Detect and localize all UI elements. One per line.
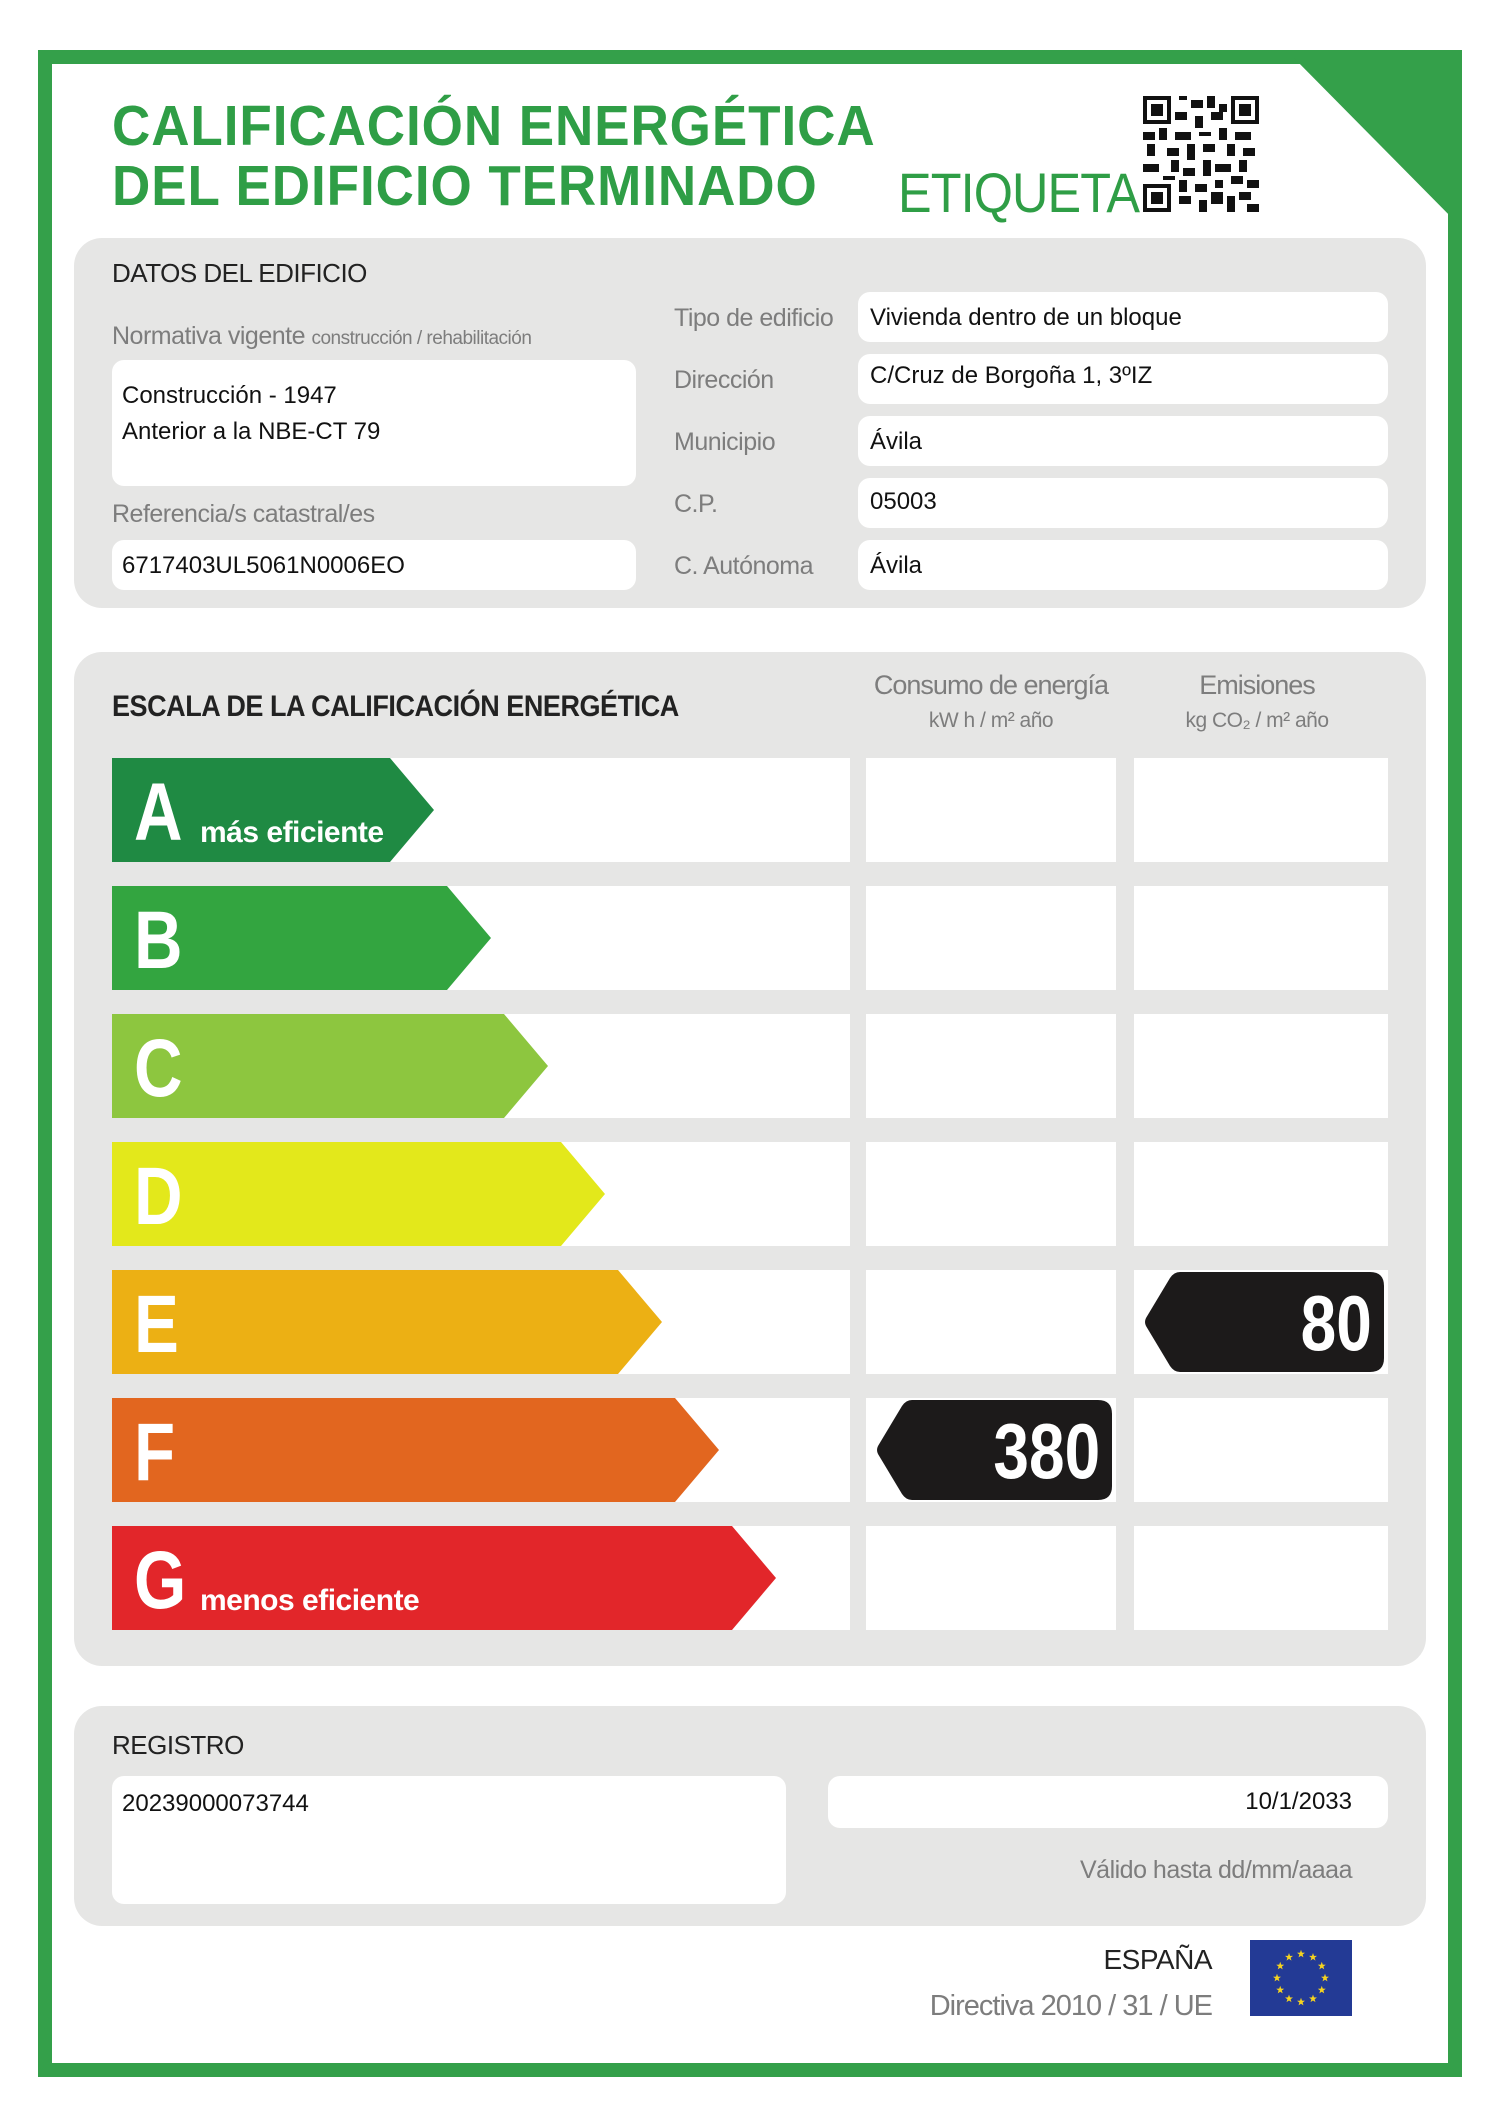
field-label-municipio: Municipio [674,428,776,456]
class-letter-d: D [134,1151,183,1242]
emisiones-cell-b [1134,886,1388,990]
field-value-direccion: C/Cruz de Borgoña 1, 3ºIZ [870,362,1153,389]
field-box-direccion [858,354,1388,404]
field-label-autonoma: C. Autónoma [674,552,814,580]
field-box-tipo [858,292,1388,342]
col-emisiones-line-2: kg CO₂ / m² año [1185,709,1329,732]
emisiones-cell-f [1134,1398,1388,1502]
consumo-cell-d [866,1142,1116,1246]
consumo-value: 380 [993,1407,1100,1495]
normativa-line-1: Construcción - 1947 [122,382,337,409]
class-arrow-shape-e [112,1270,662,1374]
etiqueta-label: ETIQUETA [898,161,1140,224]
class-letter-f: F [134,1407,176,1498]
class-arrow-f [112,1398,719,1502]
escala-title: ESCALA DE LA CALIFICACIÓN ENERGÉTICA [112,690,679,723]
label-title [112,96,876,216]
emisiones-value: 80 [1300,1279,1372,1367]
registro-number: 20239000073744 [122,1790,309,1817]
consumo-cell-e [866,1270,1116,1374]
field-label-direccion: Dirección [674,366,774,394]
consumo-cell-b [866,886,1116,990]
qr-code-icon [1142,96,1260,212]
class-sub-g: menos eficiente [200,1584,420,1617]
col-header-consumo [866,670,1116,733]
registro-box [112,1776,786,1904]
class-letter-c: C [134,1023,183,1114]
class-arrow-d [112,1142,605,1246]
normativa-label [112,322,531,351]
referencia-label: Referencia/s catastral/es [112,500,375,528]
title-line-1: CALIFICACIÓN ENERGÉTICA [112,94,876,158]
class-letter-g: G [134,1535,187,1626]
datos-section-title: DATOS DEL EDIFICIO [112,258,367,288]
class-letter-b: B [134,895,183,986]
col-consumo-line-2: kW h / m² año [928,709,1054,732]
col-emisiones-line-1: Emisiones [1199,670,1315,700]
country-label: ESPAÑA [1103,1944,1212,1975]
consumo-cell-c [866,1014,1116,1118]
referencia-value: 6717403UL5061N0006EO [122,552,405,579]
emisiones-cell-g [1134,1526,1388,1630]
emisiones-cell-c [1134,1014,1388,1118]
emisiones-cell-a [1134,758,1388,862]
referencia-box [112,540,636,590]
consumo-cell-a [866,758,1116,862]
valid-date-label: Válido hasta dd/mm/aaaa [1079,1856,1352,1884]
valid-date-box [828,1776,1388,1828]
valid-date-value: 10/1/2033 [1245,1788,1352,1815]
title-line-2: DEL EDIFICIO TERMINADO [112,154,818,218]
normativa-label-main: Normativa vigente [112,322,305,350]
col-header-emisiones [1130,670,1384,733]
class-arrow-shape-d [112,1142,605,1246]
field-value-tipo: Vivienda dentro de un bloque [870,304,1182,331]
field-label-cp: C.P. [674,490,718,518]
field-box-municipio [858,416,1388,466]
field-value-autonoma: Ávila [870,552,923,579]
consumo-cell-g [866,1526,1116,1630]
field-label-tipo: Tipo de edificio [674,304,834,332]
field-value-municipio: Ávila [870,428,923,455]
class-letter-a: A [134,767,183,858]
field-value-cp: 05003 [870,488,937,515]
class-letter-e: E [134,1279,179,1370]
normativa-box [112,360,636,486]
emisiones-cell-d [1134,1142,1388,1246]
col-consumo-line-1: Consumo de energía [873,670,1109,700]
normativa-line-2: Anterior a la NBE-CT 79 [122,418,381,445]
corner-triangle [1270,54,1460,244]
eu-flag-icon [1250,1940,1352,2016]
class-arrow-e [112,1270,662,1374]
field-box-autonoma [858,540,1388,590]
registro-label: REGISTRO [112,1730,244,1760]
class-sub-a: más eficiente [200,816,384,849]
class-arrow-shape-f [112,1398,719,1502]
field-box-cp [858,478,1388,528]
normativa-label-small: construcción / rehabilitación [311,328,532,349]
directive-label: Directiva 2010 / 31 / UE [929,1990,1212,2022]
